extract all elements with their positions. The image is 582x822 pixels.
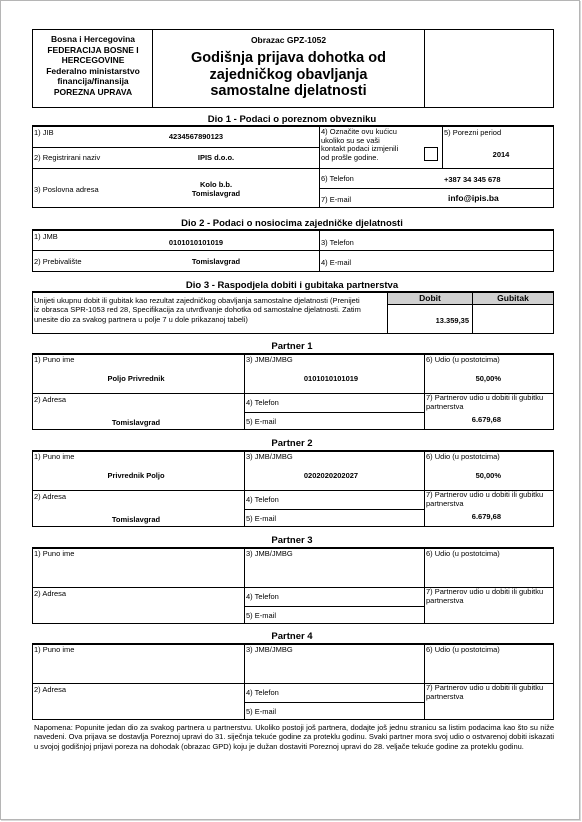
section3-instructions: Unijeti ukupnu dobit ili gubitak kao rezultat zajedničkog obavljanja samostalne djelatnosti (Prenijeti iz obrasca SPR-1053 red 28, Specifikacija za utvrđivanje dohotka od samostalne djelatnosti. Zatim unesite dio za svakog partnera u polje 7 u dole prikazanoj tabeli) — [34, 296, 361, 324]
email-field[interactable]: info@ipis.ba — [448, 193, 499, 203]
name-label: 2) Registrirani naziv — [34, 153, 101, 162]
jib-label: 1) JIB — [34, 128, 54, 137]
residence-label: 2) Prebivalište — [34, 257, 82, 266]
form-title: Godišnja prijava dohotka od zajedničkog obavljanja samostalne djelatnosti — [191, 50, 386, 99]
address-line2-field[interactable]: Tomislavgrad — [191, 189, 241, 198]
partner-address-field[interactable]: Tomislavgrad — [111, 418, 161, 427]
partner-share-label: 6) Udio (u postotcima) — [426, 645, 500, 654]
period-label: 5) Porezni period — [444, 128, 502, 137]
partner-email-label: 5) E-mail — [246, 707, 277, 716]
loss-header: Gubitak — [497, 293, 529, 303]
partner-name-label: 1) Puno ime — [34, 645, 75, 654]
partner-amount-label: 7) Partnerov udio u dobiti ili gubitku partnerstva — [426, 393, 544, 411]
section1-title: Dio 1 - Podaci o poreznom obvezniku — [207, 114, 377, 125]
partner-phone-label: 4) Telefon — [246, 688, 279, 697]
section2-email-label: 4) E-mail — [321, 258, 352, 267]
partner-address-label: 2) Adresa — [34, 395, 67, 404]
partner-name-label: 1) Puno ime — [34, 452, 75, 461]
section2-title: Dio 2 - Podaci o nosiocima zajedničke djelatnosti — [181, 218, 403, 229]
profit-field[interactable]: 13.359,35 — [435, 316, 469, 325]
partner-address-label: 2) Adresa — [34, 685, 67, 694]
partner-name-label: 1) Puno ime — [34, 355, 75, 364]
partner-amount-label: 7) Partnerov udio u dobiti ili gubitku partnerstva — [426, 683, 544, 701]
tax-period-field[interactable]: 2014 — [492, 150, 510, 159]
partner-jmb-field[interactable]: 0202020202027 — [303, 471, 359, 480]
partner-phone-label: 4) Telefon — [246, 495, 279, 504]
partner-amount-field[interactable]: 6.679,68 — [471, 512, 501, 521]
partner-email-label: 5) E-mail — [246, 417, 277, 426]
address-label: 3) Poslovna adresa — [34, 185, 99, 194]
issuer-block: Bosna i Hercegovina FEDERACIJA BOSNE I HERCEGOVINE Federalno ministarstvo financija/finansija POREZNA UPRAVA — [46, 34, 140, 97]
partner-name-label: 1) Puno ime — [34, 549, 75, 558]
contact-change-label: 4) Označite ovu kućicu ukoliko su se vaši kontakt podaci izmjenili od prošle godine. — [321, 127, 399, 162]
partner-phone-label: 4) Telefon — [246, 592, 279, 601]
partner-share-label: 6) Udio (u postotcima) — [426, 355, 500, 364]
partner-title: Partner 4 — [271, 631, 313, 642]
partner-share-label: 6) Udio (u postotcima) — [426, 549, 500, 558]
partner-name-field[interactable]: Privrednik Poljo — [107, 471, 165, 480]
registered-name-field[interactable]: IPIS d.o.o. — [197, 153, 235, 162]
partner-address-field[interactable]: Tomislavgrad — [111, 515, 161, 524]
form-code: Obrazac GPZ-1052 — [250, 35, 327, 45]
jib-field[interactable]: 4234567890123 — [168, 132, 224, 141]
partner-share-field[interactable]: 50,00% — [475, 471, 501, 480]
partner-name-field[interactable]: Poljo Privrednik — [107, 374, 165, 383]
partner-address-label: 2) Adresa — [34, 492, 67, 501]
partner-jmb-label: 3) JMB/JMBG — [246, 355, 293, 364]
partner-amount-label: 7) Partnerov udio u dobiti ili gubitku partnerstva — [426, 490, 544, 508]
partner-amount-label: 7) Partnerov udio u dobiti ili gubitku partnerstva — [426, 587, 544, 605]
section3-title: Dio 3 - Raspodjela dobiti i gubitaka partnerstva — [185, 280, 399, 291]
partner-phone-label: 4) Telefon — [246, 398, 279, 407]
partner-table — [32, 547, 554, 624]
phone-field[interactable]: +387 34 345 678 — [444, 175, 501, 184]
partner-jmb-field[interactable]: 0101010101019 — [303, 374, 359, 383]
partner-jmb-label: 3) JMB/JMBG — [246, 549, 293, 558]
partner-title: Partner 1 — [271, 341, 313, 352]
partner-table — [32, 643, 554, 720]
residence-field[interactable]: Tomislavgrad — [191, 257, 241, 266]
partner-title: Partner 3 — [271, 535, 313, 546]
partner-jmb-label: 3) JMB/JMBG — [246, 645, 293, 654]
section2-table — [32, 230, 554, 272]
partner-email-label: 5) E-mail — [246, 611, 277, 620]
phone-label: 6) Telefon — [321, 174, 354, 183]
title-block — [153, 31, 424, 106]
partner-jmb-label: 3) JMB/JMBG — [246, 452, 293, 461]
contact-change-checkbox[interactable] — [424, 147, 438, 161]
partner-title: Partner 2 — [271, 438, 313, 449]
address-line1-field[interactable]: Kolo b.b. — [199, 180, 233, 189]
partner-email-label: 5) E-mail — [246, 514, 277, 523]
partner-share-field[interactable]: 50,00% — [475, 374, 501, 383]
jmb-field[interactable]: 0101010101019 — [168, 238, 224, 247]
jmb-label: 1) JMB — [34, 232, 58, 241]
partner-amount-field[interactable]: 6.679,68 — [471, 415, 501, 424]
email-label: 7) E-mail — [321, 195, 352, 204]
note-text: Napomena: Popunite jedan dio za svakog partnera u partnerstvu. Ukoliko postoji još partnera, dodajte još jednu stranicu sa listim podacima kao što su niže navedeni. Ova prijava se dostavlja Poreznoj upravi do 31. siječnja tekuće godine za proteklu godinu. Svaki partner mora svoj udio o ostvarenoj dobiti iskazati u svojoj godišnjoj prijavi poreza na dohodak (obrazac GPD) koju je dužan dostaviti Poreznoj upravi do 28. veljače tekuće godine za proteklu godinu. — [34, 723, 554, 751]
partner-share-label: 6) Udio (u postotcima) — [426, 452, 500, 461]
partner-address-label: 2) Adresa — [34, 589, 67, 598]
section2-phone-label: 3) Telefon — [321, 238, 354, 247]
profit-header: Dobit — [419, 293, 441, 303]
